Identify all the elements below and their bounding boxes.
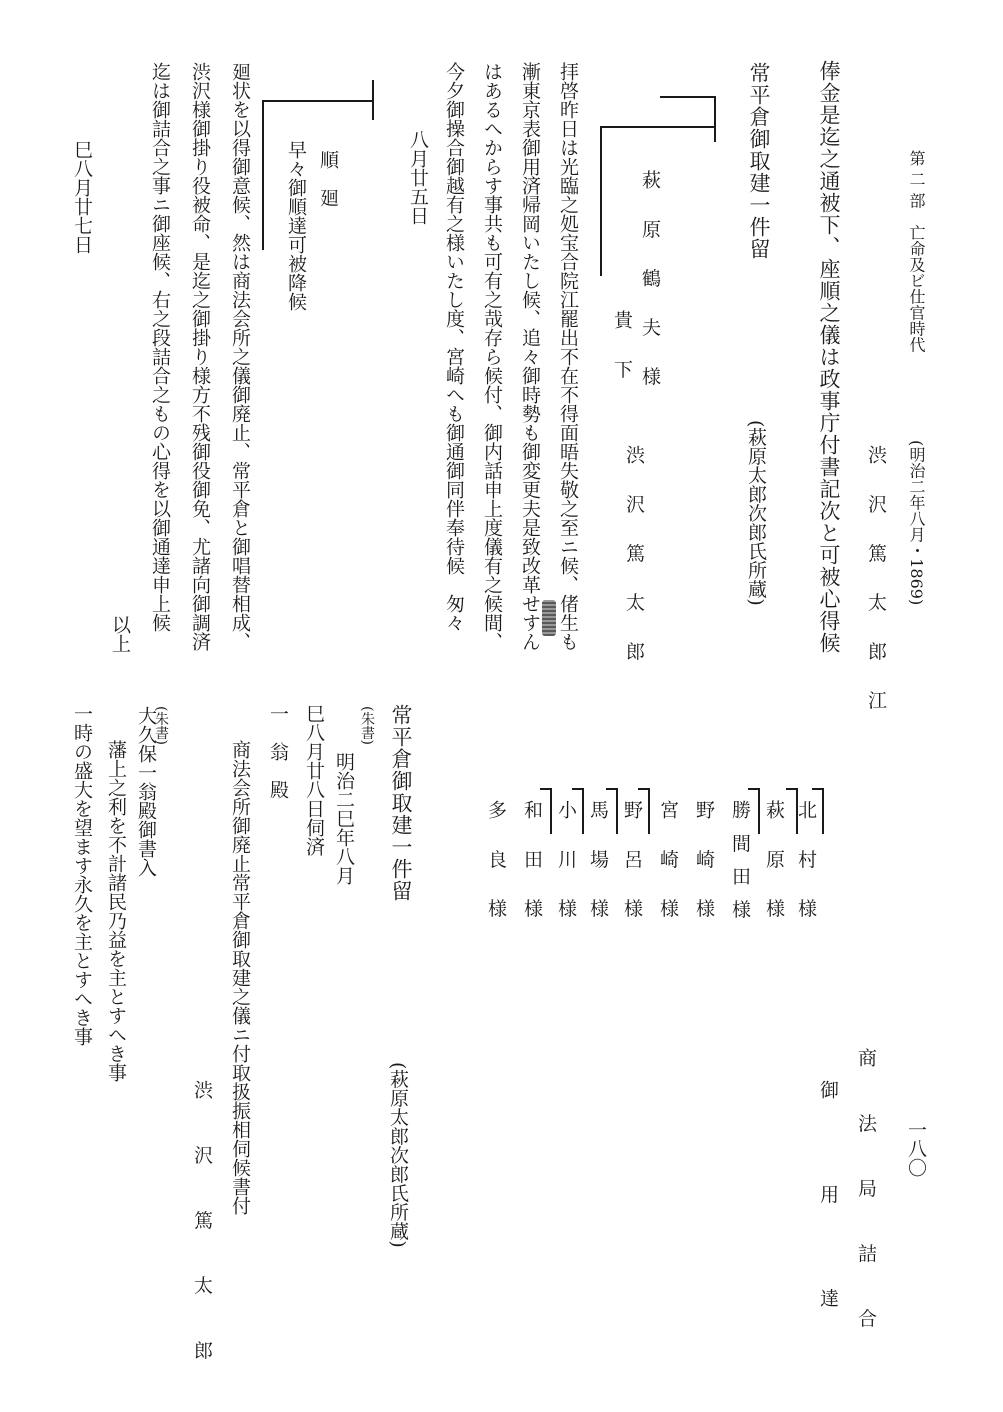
letter-line-4: 今夕御操合御越有之様いたし度、宮崎へも御通御同伴奉待候 匆々 <box>443 62 465 632</box>
document-title: 常平倉御取建一件留 <box>747 62 771 260</box>
lower-document-title: 常平倉御取建一件留 <box>389 704 413 902</box>
circular-box-left <box>262 100 264 250</box>
issuer-line-2: 御 用 達 <box>817 1080 839 1328</box>
recipient-honorific: 貴 下 <box>611 310 633 391</box>
name-wada: 和 田 様 <box>521 800 543 930</box>
recipient-bracket-top <box>660 96 710 98</box>
red-note-date: 明治二巳年八月 <box>333 752 355 885</box>
name-hagiwara: 萩 原 様 <box>763 800 785 930</box>
seal-mark <box>542 600 556 636</box>
name-baba: 馬 場 様 <box>587 800 609 930</box>
recipient-bracket-corner <box>704 96 716 142</box>
era-note: (明治二年八月・1869) <box>907 440 926 606</box>
circular-label: 順 廻 <box>317 150 339 207</box>
page-number: 一八〇 <box>905 1120 927 1177</box>
circular-line-3: 迄は御詰合之事ニ御座候、右之段詰合之もの心得を以御通達申上候 <box>149 62 171 632</box>
letter-date: 八月廿五日 <box>407 130 429 225</box>
name-bracket-2 <box>786 788 798 834</box>
letter-line-1: 拝啓昨日は光臨之処宝合院江罷出不在不得面晤失敬之至ニ候、偖生も <box>557 62 579 651</box>
addressed-to: 一 翁 殿 <box>267 704 289 799</box>
issuer-line-1: 商 法 局 詰 合 <box>855 1048 877 1348</box>
name-miyazaki: 宮 崎 様 <box>657 800 679 930</box>
principle-1: 藩上之利を不計諸民乃益を主とすへき事 <box>105 740 127 1082</box>
red-ink-note-2: (朱書) <box>153 706 169 745</box>
circular-instruction: 早々御順達可被降候 <box>285 140 307 311</box>
memo-subject: 商法会所御廃止常平倉御取建之儀ニ付取扱振相伺候書付 <box>229 740 251 1215</box>
name-kitamura: 北 村 様 <box>795 800 817 930</box>
circular-line-2: 渋沢様御掛り役被命、是迄之御掛り様方不残御役御免、尤諸向御調済 <box>189 62 211 651</box>
stipend-line: 俸金是迄之通被下、座順之儀は政事庁付書記次と可被心得候 <box>817 60 841 654</box>
circular-box-right <box>372 80 374 120</box>
recipient-bracket-top-2 <box>600 126 716 128</box>
addressee: 渋 沢 篤 太 郎 江 <box>865 445 887 722</box>
name-tara: 多 良 様 <box>485 800 507 930</box>
sender-name: 渋 沢 篤 太 郎 <box>623 445 645 673</box>
red-note-annotation: 大久保一翁殿御書入 <box>135 706 157 877</box>
recipient-bracket-side <box>600 126 602 276</box>
circular-line-1: 廻状を以得御意候、然は商法会所之儀御廃止、常平倉と御唱替相成、 <box>229 62 251 651</box>
principle-2: 一時の盛大を望ます永久を主とすへき事 <box>71 704 93 1046</box>
letter-line-2: 漸東京表御用済帰岡いたし候、追々御時勢も御変更夫是致改革せすん <box>519 62 541 651</box>
circular-closing: 以上 <box>109 615 131 653</box>
name-katsumata: 勝 間 田 様 <box>729 800 751 923</box>
circular-box-top <box>262 100 374 102</box>
running-head: 第 二 部 亡命及ビ仕官時代 <box>907 150 926 353</box>
name-nozaki: 野 崎 様 <box>693 800 715 930</box>
memo-author: 渋 沢 篤 太 郎 <box>191 1080 213 1380</box>
circular-date: 巳八月廿七日 <box>71 140 93 254</box>
red-note-approval: 巳八月廿八日伺済 <box>303 704 325 856</box>
letter-line-3: はあるへからす事共も可有之哉存ら候付、御内話申上度儀有之候間、 <box>481 62 503 651</box>
document-source: (萩原太郎次郎氏所蔵) <box>745 420 767 606</box>
recipient-name: 萩 原 鶴 夫 様 <box>639 170 661 398</box>
lower-document-source: (萩原太郎次郎氏所蔵) <box>387 1062 409 1248</box>
red-ink-note-1: (朱書) <box>359 706 375 745</box>
name-ogawa: 小 川 様 <box>555 800 577 930</box>
name-noro: 野 呂 様 <box>621 800 643 930</box>
